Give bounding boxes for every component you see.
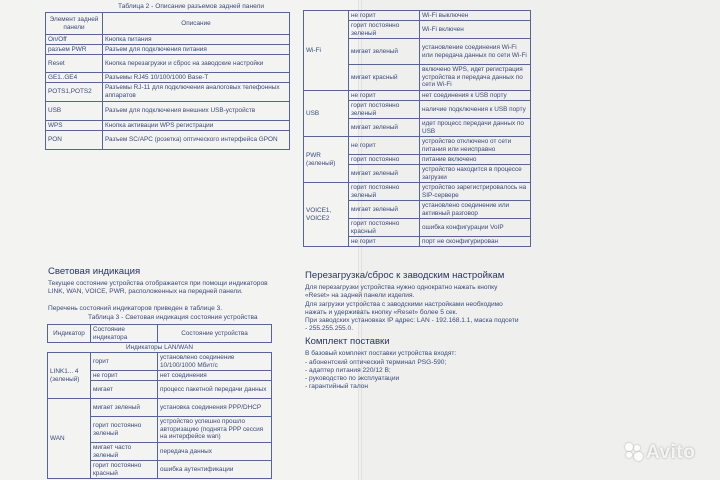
table2-cell: GE1..GE4	[46, 73, 103, 83]
tr-cell: установление соединения Wi-Fi или передача данных по сети Wi-Fi	[420, 39, 531, 65]
table2-cell: Разъемы RJ-11 для подключения аналоговых телефонных аппаратов	[103, 83, 290, 102]
tr-cell: горит постоянно зеленый	[349, 21, 420, 39]
table3-wan-label: WAN	[48, 399, 91, 479]
package-item: - абонентский оптический терминал PSG-590;	[305, 359, 447, 366]
table3-cell: горит постоянно зеленый	[91, 417, 158, 443]
table3-cell: ошибка аутентификации	[158, 461, 272, 479]
table3-header-indicator: Индикатор	[48, 325, 91, 343]
table2-cell: PON	[46, 131, 103, 150]
table3-cell: установка соединения PPP/DHCP	[158, 399, 272, 417]
tr-cell: горит постоянно	[349, 155, 420, 165]
tr-cell: мигает красный	[349, 65, 420, 91]
table2-cell: POTS1,POTS2	[46, 83, 103, 102]
tr-cell: горит постоянно зеленый	[349, 183, 420, 201]
table3-group-label: Индикаторы LAN/WAN	[48, 343, 272, 353]
light-section-body: Текущее состояние устройства отображается при помощи индикаторов LINK, WAN, VOICE, PWR, расположенных на передней панели.	[48, 280, 268, 295]
tr-cell: горит постоянно зеленый	[349, 101, 420, 119]
table3-header-state: Состояние индикатора	[91, 325, 158, 343]
tr-cell: не горит	[349, 237, 420, 247]
table3-link-label: LINK1... 4 (зеленый)	[48, 353, 91, 399]
table2-cell: разъем PWR	[46, 45, 103, 55]
tr-cell: Wi-Fi включен	[420, 21, 531, 39]
table2-caption: Таблица 2 - Описание разъемов задней панели	[118, 3, 265, 10]
table2-cell: Reset	[46, 55, 103, 73]
tr-cell: наличие подключения к USB порту	[420, 101, 531, 119]
reset-section-p1: Для перезагрузки устройства нужно однократно нажать кнопку «Reset» на задней панели изделия.	[305, 284, 498, 299]
light-section-body2: Перечень состояний индикаторов приведен в таблице 3.	[48, 305, 223, 312]
tr-cell: питание включено	[420, 155, 531, 165]
avito-watermark-text: Avito	[646, 442, 696, 463]
reset-section-title: Перезагрузка/сброс к заводским настройкам	[305, 270, 505, 281]
table2-header-description: Описание	[103, 13, 290, 35]
tr-cell: идет процесс передачи данных по USB	[420, 119, 531, 137]
table3	[47, 324, 272, 479]
table2-cell: On/Off	[46, 35, 103, 45]
table2-cell: USB	[46, 102, 103, 121]
package-item: - руководство по эксплуатации	[305, 375, 400, 382]
tr-group-voice-label: VOICE1, VOICE2	[304, 183, 349, 247]
light-section-title: Световая индикация	[48, 266, 141, 277]
table3-header-device: Состояние устройства	[158, 325, 272, 343]
tr-cell: устройство зарегистрировалось на SIP-сервере	[420, 183, 531, 201]
table3-cell: нет соединения	[158, 371, 272, 381]
table-indicators-continued	[303, 10, 531, 247]
table2-header-element: Элемент задней панели	[46, 13, 103, 35]
table3-cell: передача данных	[158, 443, 272, 461]
table2	[45, 12, 290, 150]
package-list	[305, 359, 520, 391]
table3-cell: горит	[91, 353, 158, 371]
package-section-title: Комплект поставки	[305, 336, 390, 347]
tr-cell: мигает зеленый	[349, 165, 420, 183]
tr-cell: не горит	[349, 11, 420, 21]
tr-cell: устройство отключено от сети питания или неисправно	[420, 137, 531, 155]
table2-cell: Разъем для подключения внешних USB-устройств	[103, 102, 290, 121]
tr-cell: Wi-Fi выключен	[420, 11, 531, 21]
reset-section-p3: При заводских установках IP адрес: LAN - 192.168.1.1, маска подсети - 255.255.255.0.	[305, 317, 519, 332]
tr-cell: не горит	[349, 137, 420, 155]
table3-cell: устройство успешно прошло авторизацию (поднята PPP сессия на интерфейсе wan)	[158, 417, 272, 443]
tr-group-usb-label: USB	[304, 91, 349, 137]
tr-cell: не горит	[349, 91, 420, 101]
tr-cell: устройство находится в процессе загрузки	[420, 165, 531, 183]
package-section-intro: В базовый комплект поставки устройства входят:	[305, 350, 457, 357]
tr-group-pwr-label: PWR (зеленый)	[304, 137, 349, 183]
table3-cell: мигает	[91, 381, 158, 399]
tr-cell: установлено соединение или активный разговор	[420, 201, 531, 219]
table3-cell: мигает часто зеленый	[91, 443, 158, 461]
reset-section-p2: Для загрузки устройства с заводскими настройками необходимо нажать и удерживать кнопку «Reset» более 5 сек.	[305, 301, 503, 316]
table2-cell: WPS	[46, 121, 103, 131]
avito-logo-icon	[625, 443, 643, 461]
table2-cell: Кнопка активации WPS регистрации	[103, 121, 290, 131]
tr-group-wifi-label: Wi-Fi	[304, 11, 349, 91]
table3-cell: мигает зеленый	[91, 399, 158, 417]
tr-cell: мигает зеленый	[349, 201, 420, 219]
package-item: - адаптер питания 220/12 В;	[305, 367, 391, 374]
table2-cell: Разъем для подключения питания	[103, 45, 290, 55]
table3-cell: горит постоянно красный	[91, 461, 158, 479]
table3-caption: Таблица 3 - Световая индикация состояния устройства	[88, 314, 258, 321]
table2-cell: Кнопка перезагрузки и сброс на заводские настройки	[103, 55, 290, 73]
table3-cell: процесс пакетной передачи данных	[158, 381, 272, 399]
table2-cell: Разъем SC/APC (розетка) оптического интерфейса GPON	[103, 131, 290, 150]
table3-cell: не горит	[91, 371, 158, 381]
table2-cell: Разъемы RJ45 10/100/1000 Base-T	[103, 73, 290, 83]
tr-cell: нет соединения к USB порту	[420, 91, 531, 101]
avito-watermark	[625, 442, 695, 464]
tr-cell: включено WPS, идет регистрация устройства и передача данных по сети Wi-Fi	[420, 65, 531, 91]
tr-cell: порт не сконфигурирован	[420, 237, 531, 247]
tr-cell: горит постоянно красный	[349, 219, 420, 237]
tr-cell: ошибка конфигурации VoIP	[420, 219, 531, 237]
tr-cell: мигает зеленый	[349, 119, 420, 137]
package-item: - гарантийный талон	[305, 383, 369, 390]
tr-cell: мигает зеленый	[349, 39, 420, 65]
table3-cell: установлено соединение 10/100/1000 Мбит/с	[158, 353, 272, 371]
table2-cell: Кнопка питания	[103, 35, 290, 45]
